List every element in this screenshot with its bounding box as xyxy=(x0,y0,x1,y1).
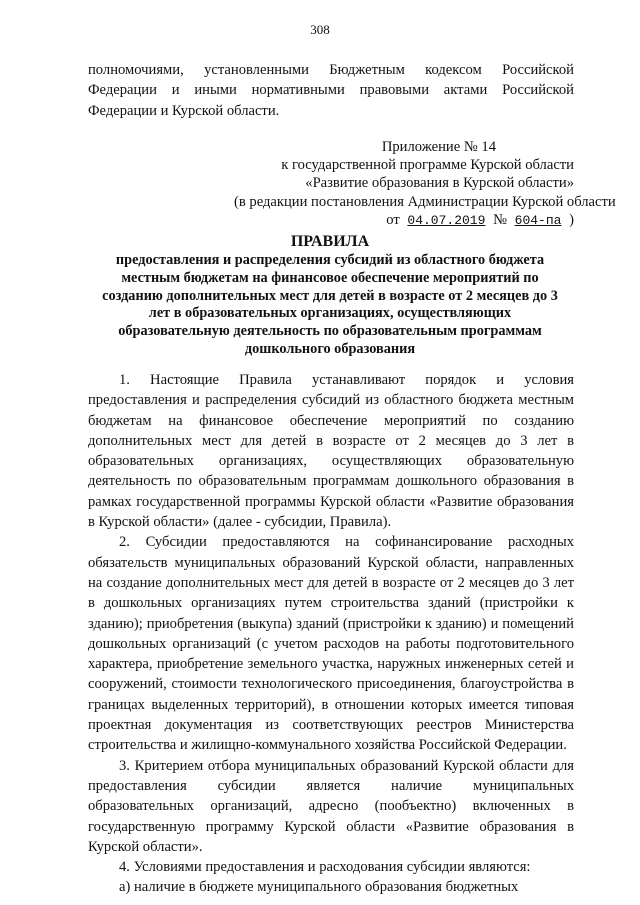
paragraph-4a: а) наличие в бюджете муниципального образования бюджетных xyxy=(119,879,519,896)
page-number: 308 xyxy=(310,22,330,37)
paragraph-2: 2. Субсидии предоставляются на софинансирование расходных обязательств муниципальных образований Курской области, направленных на создание дополнительных мест для детей в возрасте от 2 месяцев до 3 лет в дошкольных организациях путем строительства зданий (пристройки к зданию); приобретения (выкупа) зданий (пристройки к зданию) и помещений дошкольных организаций (с учетом расходов на работы подготовительного характера, приобретение земельного участка, наружных инженерных сетей и сооружений, стоимости технологического присоединения, благоустройства в границах выделенных территорий), в отношении которых имеется типовая проектная документация из соответствующих реестров Министерства строительства и жилищно-коммунального хозяйства Российской Федерации. xyxy=(88,534,574,754)
appendix-block xyxy=(234,138,616,230)
intro-text: полномочиями, установленными Бюджетным кодексом Российской Федерации и иными нормативными правовыми актами Российской Федерации и Курской области. xyxy=(88,62,574,119)
intro-paragraph xyxy=(88,60,574,121)
appendix-close-paren: ) xyxy=(569,211,574,228)
rules-body xyxy=(88,370,574,898)
appendix-number-label: № xyxy=(493,211,507,228)
appendix-date: 04.07.2019 xyxy=(407,212,486,228)
rules-heading: ПРАВИЛА xyxy=(290,233,370,250)
appendix-date-line xyxy=(234,211,574,230)
paragraph-4: 4. Условиями предоставления и расходования субсидии являются: xyxy=(119,859,531,876)
paragraph-1: 1. Настоящие Правила устанавливают порядок и условия предоставления и распределения субсидий из областного бюджета местным бюджетам на финансовое обеспечение мероприятий по созданию дополнительных мест для детей в возрасте от 2 месяцев до 3 лет в образовательных организациях, осуществляющих образовательную деятельность по образовательным программам дошкольного образования в рамках государственной программы Курской области «Развитие образования в Курской области» (далее - субсидии, Правила). xyxy=(88,372,574,531)
appendix-line-4: (в редакции постановления Администрации Курской области xyxy=(234,193,616,210)
appendix-line-1: Приложение № 14 xyxy=(381,139,496,155)
appendix-line-2: к государственной программе Курской области xyxy=(281,157,574,174)
appendix-line-3: «Развитие образования в Курской области» xyxy=(305,175,574,192)
rules-subtitle: предоставления и распределения субсидий из областного бюджета местным бюджетам на финансовое обеспечение мероприятий по созданию дополнительных мест для детей в возрасте от 2 месяцев до 3 лет в образовательных организациях, осуществляющих образовательную деятельность по образовательным программам дошкольного образования xyxy=(102,252,558,357)
rules-title-block xyxy=(100,232,560,359)
paragraph-3: 3. Критерием отбора муниципальных образований Курской области для предоставления субсидии является наличие муниципальных образовательных организаций, адресно (пообъектно) включенных в государственную программу Курской области «Развитие образования в Курской области». xyxy=(88,757,574,855)
appendix-number: 604-па xyxy=(514,212,562,228)
appendix-from-label: от xyxy=(386,211,400,228)
